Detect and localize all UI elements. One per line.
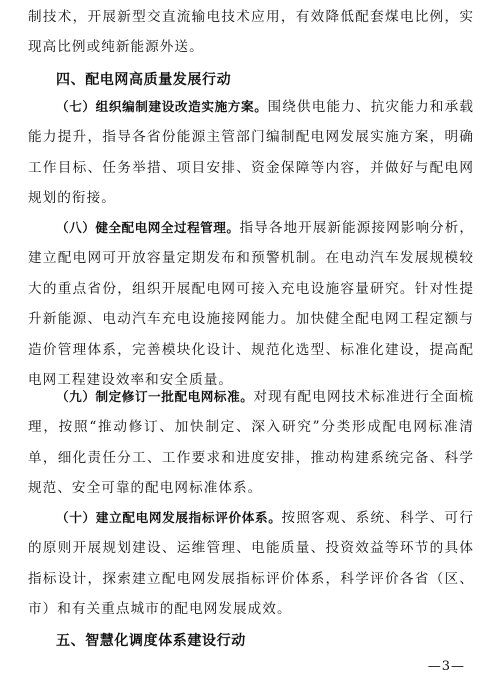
intro-paragraph: [28, 2, 474, 63]
page-number: —3—: [427, 659, 465, 674]
section-heading-4: 四、配电网高质量发展行动: [56, 72, 232, 88]
paragraph-9-text: 对现有配电网技术标准进行全面梳理，按照“推动修订、加快制定、深入研究”分类形成配电网标准清单，细化责任分工、工作要求和进度安排，推动构建系统完备、科学规范、安全可靠的配电网标准体系。: [28, 389, 475, 497]
paragraph-7: [28, 92, 474, 214]
paragraph-9-title: （九）制定修订一批配电网标准。: [56, 389, 254, 404]
paragraph-9: [28, 382, 474, 504]
intro-text: 制技术，开展新型交直流输电技术应用，有效降低配套煤电比例，实现高比例或纯新能源外送。: [28, 9, 474, 56]
paragraph-8-text: 指导各地开展新能源接网影响分析，建立配电网可开放容量定期发布和预警机制。在电动汽车发展规模较大的重点省份，组织开展配电网可接入充电设施容量研究。针对性提升新能源、电动汽车充电设施接网能力。加快健全配电网工程定额与造价管理体系，完善模块化设计、规范化选型、标准化建设，提高配电网工程建设效率和安全质量。: [28, 220, 474, 389]
paragraph-8-title: （八）健全配电网全过程管理。: [56, 220, 240, 235]
paragraph-10: [28, 503, 474, 625]
paragraph-7-text: 围绕供电能力、抗灾能力和承载能力提升，指导各省份能源主管部门编制配电网发展实施方案，明确工作目标、任务举措、项目安排、资金保障等内容，并做好与配电网规划的衔接。: [28, 99, 475, 207]
paragraph-8: [28, 213, 474, 395]
section-heading-5: 五、智慧化调度体系建设行动: [56, 633, 246, 649]
paragraph-10-text: 按照客观、系统、科学、可行的原则开展规划建设、运维管理、电能质量、投资效益等环节的具体指标设计，探索建立配电网发展指标评价体系，科学评价各省（区、市）和有关重点城市的配电网发展成效。: [28, 510, 474, 618]
paragraph-10-title: （十）建立配电网发展指标评价体系。: [56, 510, 282, 525]
paragraph-7-title: （七）组织编制建设改造实施方案。: [56, 99, 268, 114]
